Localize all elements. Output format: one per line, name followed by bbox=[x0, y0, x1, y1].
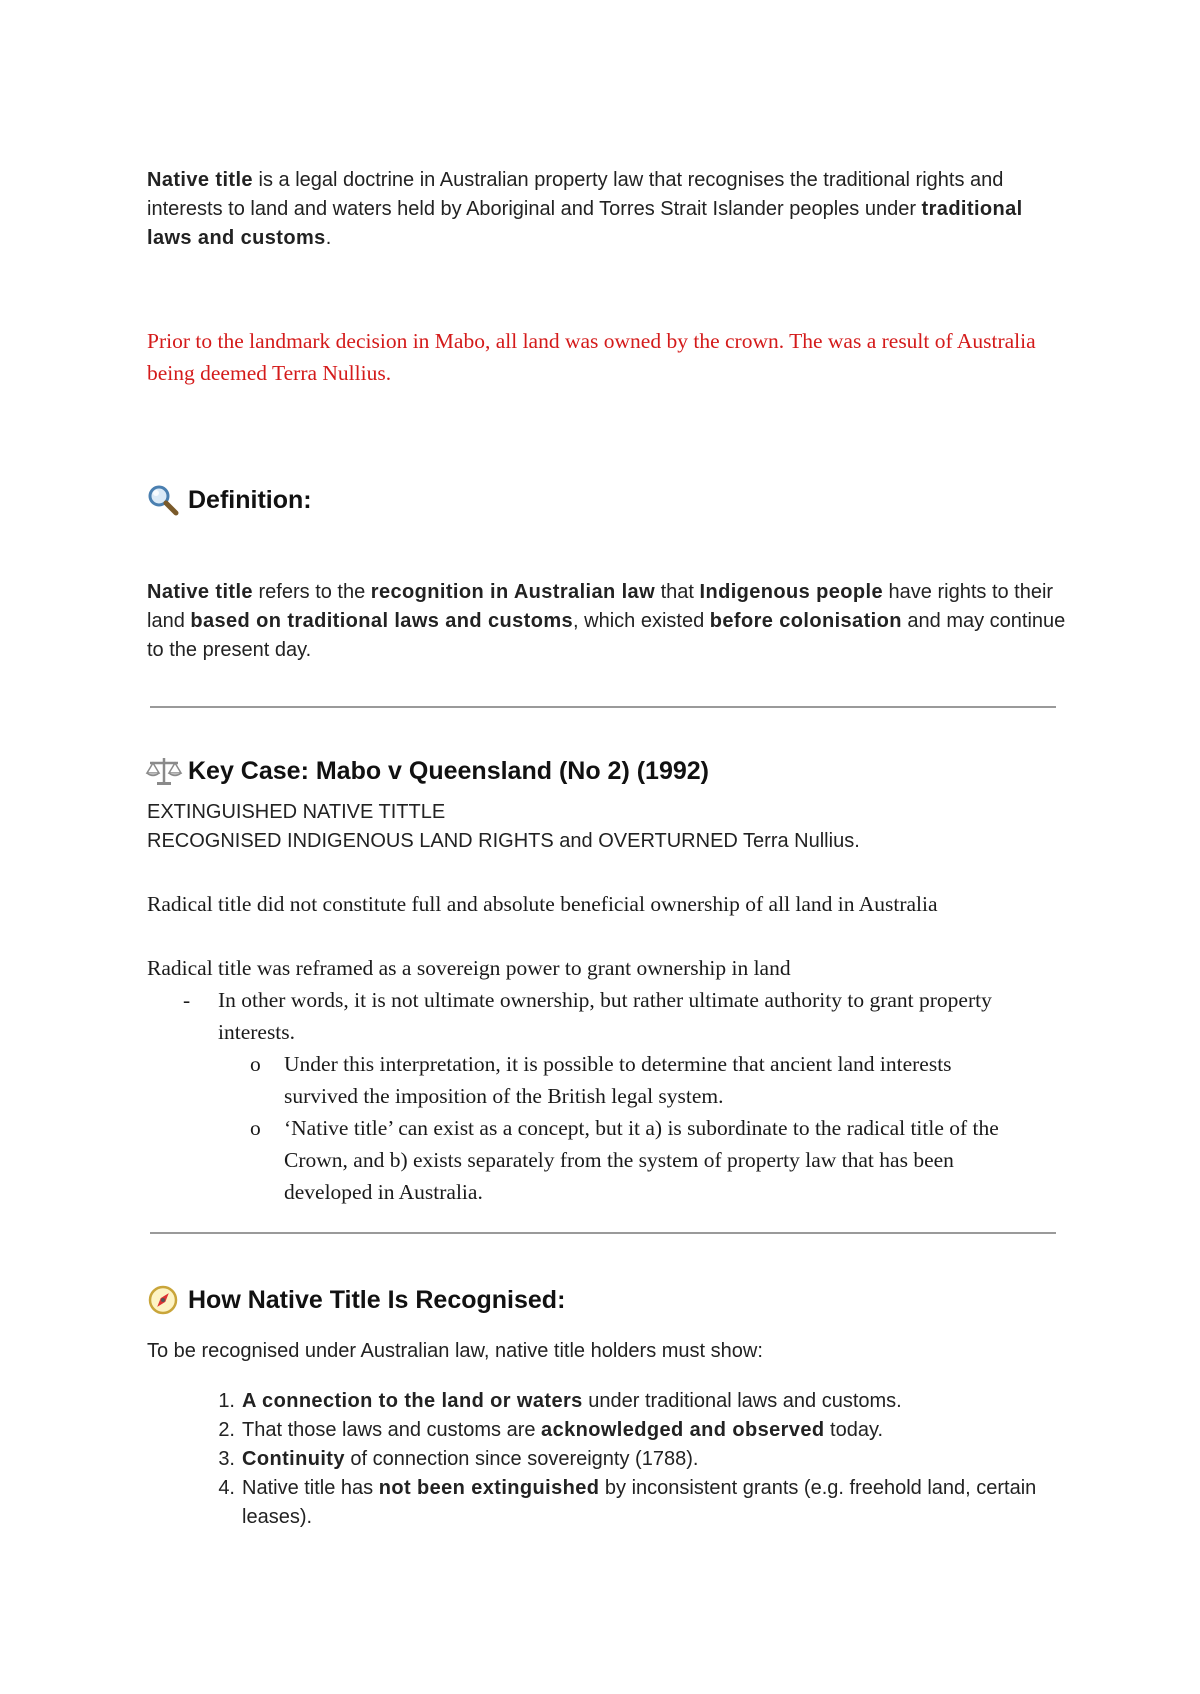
radical-title-bullets bbox=[183, 984, 1028, 1048]
requirement-item bbox=[218, 1416, 1072, 1445]
requirement-number: 1. bbox=[218, 1390, 235, 1412]
requirement-number: 2. bbox=[218, 1419, 235, 1441]
magnifying-glass-icon bbox=[145, 483, 183, 517]
traditional-laws-emphasis: traditional laws and customs bbox=[147, 198, 1023, 249]
list-item bbox=[183, 984, 1028, 1048]
text-run: by inconsistent grants (e.g. freehold land, certain leases). bbox=[242, 1477, 1037, 1528]
list-item bbox=[250, 1048, 1014, 1112]
text-run: today. bbox=[824, 1419, 884, 1441]
bold-text: Native title bbox=[147, 581, 253, 603]
requirement-number: 3. bbox=[218, 1448, 235, 1470]
requirement-number: 4. bbox=[218, 1477, 235, 1499]
text-run: and may continue to the present day. bbox=[147, 610, 1066, 661]
intro-period: . bbox=[325, 227, 332, 249]
scales-icon bbox=[145, 754, 183, 788]
definition-heading bbox=[145, 483, 312, 517]
definition-paragraph bbox=[147, 578, 1067, 665]
text-run: Native title has bbox=[242, 1477, 379, 1499]
sub-bullets bbox=[250, 1048, 1014, 1208]
intro-paragraph bbox=[147, 166, 1067, 253]
recognised-title: How Native Title Is Recognised: bbox=[188, 1286, 566, 1314]
requirement-item bbox=[218, 1387, 1072, 1416]
compass-icon bbox=[145, 1283, 183, 1317]
text-run: That those laws and customs are bbox=[242, 1419, 542, 1441]
definition-title: Definition: bbox=[188, 486, 312, 514]
bold-text: Continuity bbox=[242, 1448, 345, 1470]
text-run: under traditional laws and customs. bbox=[582, 1390, 902, 1412]
bold-text: acknowledged and observed bbox=[541, 1419, 825, 1441]
requirement-item bbox=[218, 1474, 1072, 1532]
text-run: that bbox=[655, 581, 700, 603]
bullet-marker: - bbox=[183, 988, 191, 1012]
bold-text: Indigenous people bbox=[699, 581, 883, 603]
bold-text: not been extinguished bbox=[378, 1477, 600, 1499]
outcome-line-1: EXTINGUISHED NATIVE TITTLE bbox=[147, 801, 446, 823]
requirements-list bbox=[218, 1387, 1072, 1532]
divider bbox=[150, 1232, 1056, 1234]
text-run: , which existed bbox=[573, 610, 710, 632]
intro-text: is a legal doctrine in Australian property law that recognises the traditional rights and interests to land and waters held by Aboriginal and Torres Strait Islander peoples under bbox=[147, 169, 1004, 220]
bold-text: A connection to the land or waters bbox=[242, 1390, 583, 1412]
sub-bullet-text: ‘Native title’ can exist as a concept, but it a) is subordinate to the radical title of the Crown, and b) exists separately from the system of property law that has been developed in Australia. bbox=[284, 1116, 999, 1204]
mabo-note: Prior to the landmark decision in Mabo, all land was owned by the crown. The was a result of Australia being deemed Terra Nullius. bbox=[147, 329, 1036, 385]
list-item bbox=[250, 1112, 1014, 1208]
outcome-line-2: RECOGNISED INDIGENOUS LAND RIGHTS and OVERTURNED Terra Nullius. bbox=[147, 830, 860, 852]
sub-bullet-marker: o bbox=[250, 1052, 261, 1076]
key-case-title: Key Case: Mabo v Queensland (No 2) (1992) bbox=[188, 757, 709, 785]
bold-text: recognition in Australian law bbox=[370, 581, 656, 603]
bold-text: before colonisation bbox=[709, 610, 902, 632]
text-run: have rights to their land bbox=[147, 581, 1054, 632]
bold-text: based on traditional laws and customs bbox=[190, 610, 574, 632]
key-case-outcomes bbox=[147, 798, 1067, 856]
key-case-heading bbox=[145, 754, 709, 788]
requirement-item bbox=[218, 1445, 1072, 1474]
radical-title-2: Radical title was reframed as a sovereign power to grant ownership in land bbox=[147, 956, 791, 980]
recognised-intro: To be recognised under Australian law, native title holders must show: bbox=[147, 1340, 763, 1362]
sub-bullet-text: Under this interpretation, it is possible to determine that ancient land interests survived the imposition of the British legal system. bbox=[284, 1052, 952, 1108]
radical-title-1: Radical title did not constitute full and absolute beneficial ownership of all land in Australia bbox=[147, 892, 938, 916]
text-run: refers to the bbox=[252, 581, 371, 603]
sub-bullet-marker: o bbox=[250, 1116, 261, 1140]
divider bbox=[150, 706, 1056, 708]
bullet-text: In other words, it is not ultimate ownership, but rather ultimate authority to grant property interests. bbox=[218, 988, 992, 1044]
text-run: of connection since sovereignty (1788). bbox=[344, 1448, 699, 1470]
native-title-term: Native title bbox=[147, 169, 253, 191]
recognised-heading bbox=[145, 1283, 565, 1317]
